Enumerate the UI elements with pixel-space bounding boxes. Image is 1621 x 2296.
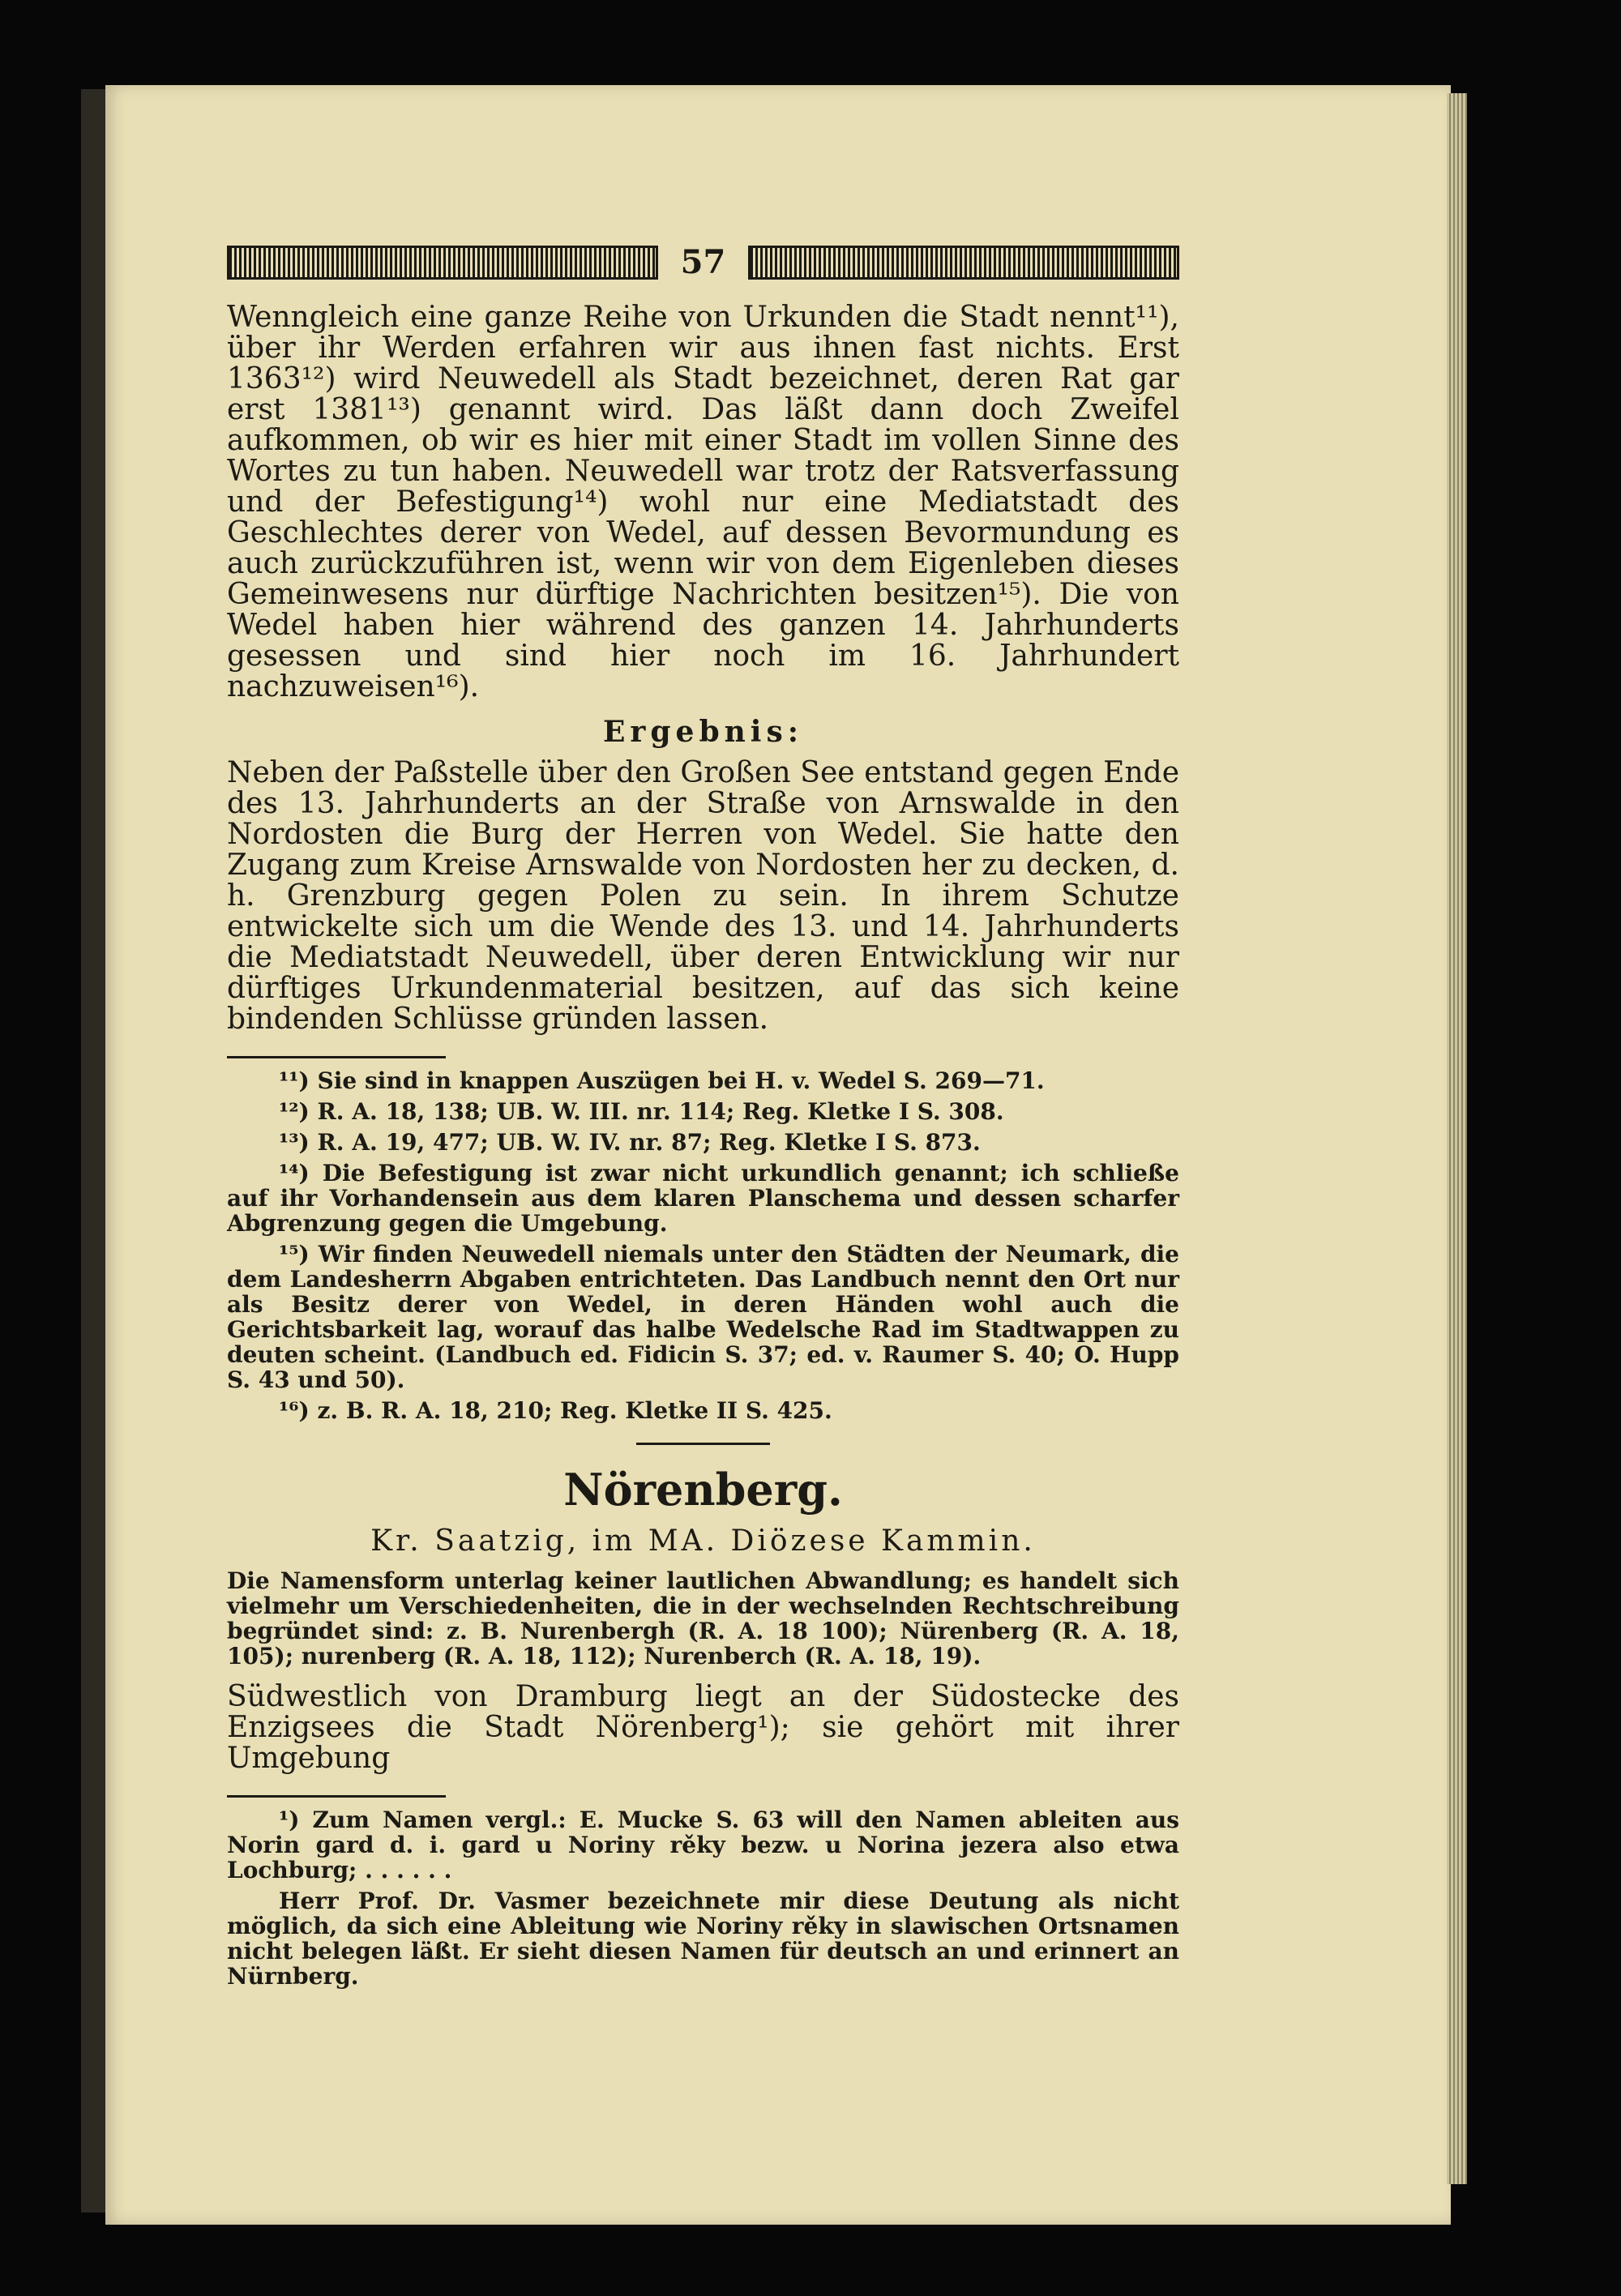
footnote-15: ¹⁵) Wir finden Neuwedell niemals unter den Städten der Neumark, die dem Landesherrn Abgaben entrichteten. Das Landbuch nennt den Ort nur als Besitz derer von Wedel, in deren Händen wohl auch die Gerichtsbarkeit lag, worauf das halbe Wedelsche Rad im Stadtwappen zu deuten scheint. (Landbuch ed. Fidicin S. 37; ed. v. Raumer S. 40; O. Hupp S. 43 und 50). [227,1241,1179,1393]
footnote-12: ¹²) R. A. 18, 138; UB. W. III. nr. 114; Reg. Kletke I S. 308. [279,1098,1004,1125]
footnote-16: ¹⁶) z. B. R. A. 18, 210; Reg. Kletke II S. 425. [279,1397,832,1424]
main-paragraph: Wenngleich eine ganze Reihe von Urkunden die Stadt nennt¹¹), über ihr Werden erfahren wir aus ihnen fast nichts. Erst 1363¹²) wird Neuwedell als Stadt bezeichnet, deren Rat gar erst 1381¹³) genannt wird. Das läßt dann doch Zweifel aufkommen, ob wir es hier mit einer Stadt im vollen Sinne des Wortes zu tun haben. Neuwedell war trotz der Ratsverfassung und der Befestigung¹⁴) wohl nur eine Mediatstadt des Geschlechtes derer von Wedel, auf dessen Bevormundung es auch zurückzuführen ist, wenn wir von dem Eigenleben dieses Gemeinwesens nur dürftige Nachrichten besitzen¹⁵). Die von Wedel haben hier während des ganzen 14. Jahrhunderts gesessen und sind hier noch im 16. Jahrhundert nachzuweisen¹⁶). [227,301,1179,703]
section-title: Nörenberg. [563,1464,843,1516]
section-intro: Die Namensform unterlag keiner lautlichen Abwandlung; es handelt sich vielmehr um Verschiedenheiten, die in der wechselnden Rechtschreibung begründet sind: z. B. Nurenbergh (R. A. 18 100); Nürenberg (R. A. 18, 105); nurenberg (R. A. 18, 112); Nurenberch (R. A. 18, 19). [227,1567,1179,1670]
section-footnote-1: ¹) Zum Namen vergl.: E. Mucke S. 63 will den Namen ableiten aus Norin gard d. i. gard u Noriny rěky bezw. u Norina jezera also etwa Lochburg; . . . . . . [227,1806,1179,1883]
footnote-11: ¹¹) Sie sind in knappen Auszügen bei H. v. Wedel S. 269—71. [279,1067,1045,1094]
footnote-13: ¹³) R. A. 19, 477; UB. W. IV. nr. 87; Reg. Kletke I S. 873. [279,1129,981,1156]
section-footnote-1-continued: Herr Prof. Dr. Vasmer bezeichnete mir diese Deutung als nicht möglich, da sich eine Ableitung wie Noriny rěky in slawischen Ortsnamen nicht belegen läßt. Er sieht diesen Namen für deutsch an und erinnert an Nürnberg. [227,1888,1179,1990]
ergebnis-heading: Ergebnis: [602,715,804,749]
page-edges [1447,93,1467,2184]
page-number: 57 [680,243,726,281]
section-footnote-divider [227,1795,446,1798]
ergebnis-paragraph: Neben der Paßstelle über den Großen See entstand gegen Ende des 13. Jahrhunderts an der Straße von Arnswalde in den Nordosten die Burg der Herren von Wedel. Sie hatte den Zugang zum Kreise Arnswalde von Nordosten her zu decken, d. h. Grenzburg gegen Polen zu sein. In ihrem Schutze entwickelte sich um die Wende des 13. und 14. Jahrhunderts die Mediatstadt Neuwedell, über deren Entwicklung wir nur dürftiges Urkundenmaterial besitzen, auf das sich keine bindenden Schlüsse gründen lassen. [227,756,1179,1036]
section-subtitle: Kr. Saatzig, im MA. Diözese Kammin. [370,1524,1036,1558]
section-divider [636,1443,770,1445]
footnote-14: ¹⁴) Die Befestigung ist zwar nicht urkundlich genannt; ich schließe auf ihr Vorhandensein aus dem klaren Planschema und dessen scharfer Abgrenzung gegen die Umgebung. [227,1160,1179,1237]
section-paragraph: Südwestlich von Dramburg liegt an der Südostecke des Enzigsees die Stadt Nörenberg¹); sie gehört mit ihrer Umgebung [227,1680,1179,1775]
header-ornament-right [748,246,1179,280]
page-header [227,243,1179,281]
footnote-divider [227,1056,446,1058]
page-content [227,243,1179,1995]
header-ornament-left [227,246,658,280]
